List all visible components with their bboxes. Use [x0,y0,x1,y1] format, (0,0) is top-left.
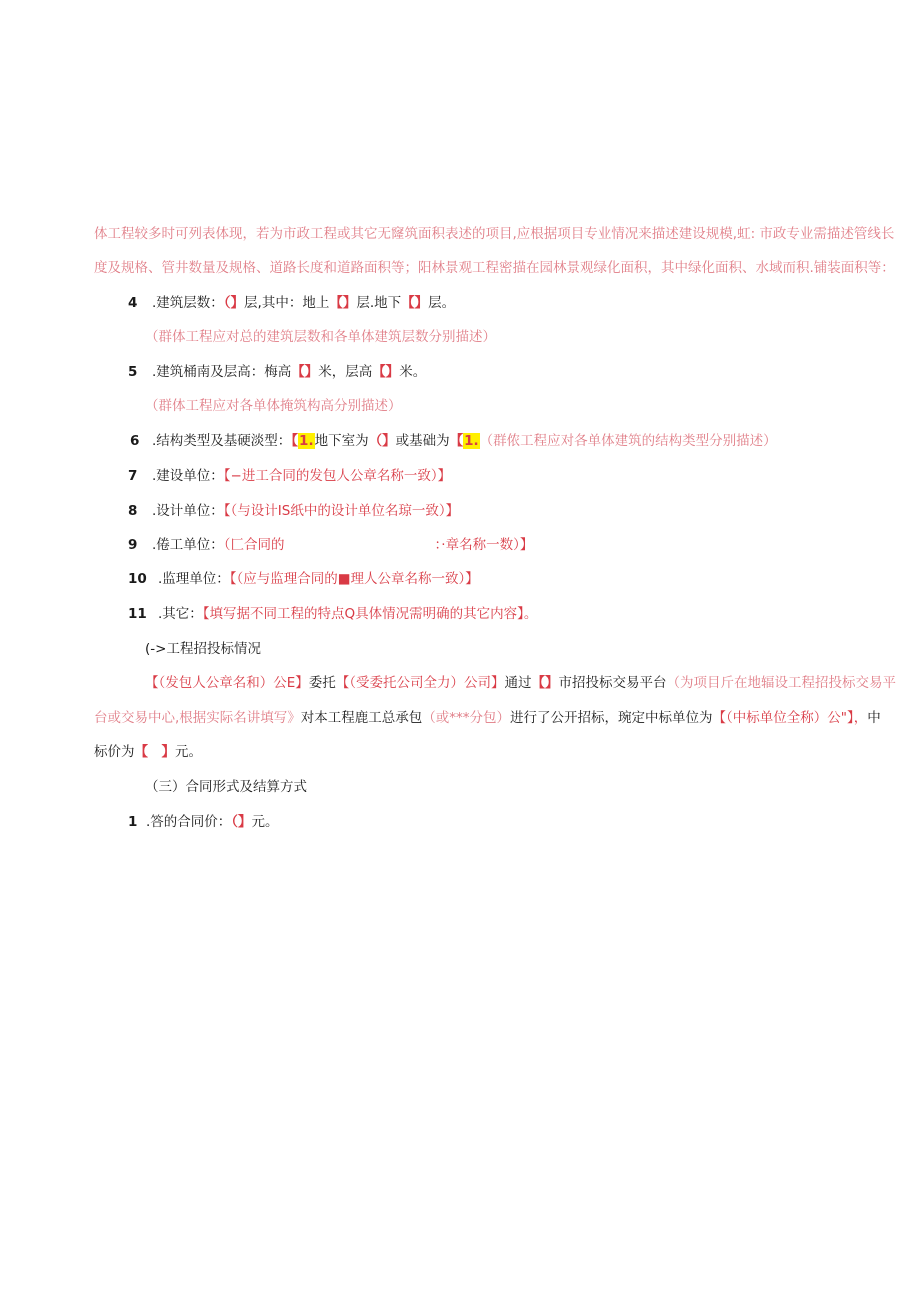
paragraph-note: 台或交易中心,根据实际名讲填写》 [94,710,301,726]
paragraph-text: 通过 [504,675,532,691]
bidding-paragraph-line-3 [94,742,202,762]
item-number: 8 [128,503,138,519]
placeholder-bracket: （】 [231,814,252,830]
placeholder-employer: 【（发包人公章名和）公E】 [145,675,309,691]
item-text: 层.地下 [356,295,402,311]
placeholder-bracket: 【】 [329,295,357,311]
bidding-paragraph-line-1 [145,673,896,693]
placeholder-bracket: （】 [368,433,396,449]
item-number: 10 [128,571,147,587]
note-building-floors: （群体工程应对总的建筑层数和各单体建筑层数分别描述） [145,329,496,345]
bidding-paragraph-line-2 [94,708,881,728]
paragraph-text: 中 [867,710,881,726]
highlight-marker: 1. [299,433,314,449]
paragraph-text: 委托 [308,675,336,691]
item-value: ：·章名称一数）】 [434,537,534,553]
placeholder-bracket: 【 】 [134,744,175,760]
item-value: 【填写据不同工程的特点Q具体情况需明确的其它内容】。 [202,606,538,622]
item-number: 7 [128,468,138,484]
highlight-marker: 1. [464,433,479,449]
item-design-unit [128,501,459,521]
section-heading-contract: （三）合同形式及结算方式 [145,779,307,795]
item-label: .建筑层数： [152,295,224,311]
item-label: .建筑桶南及层高：梅高 [152,364,292,380]
item-building-floors [128,293,455,313]
paragraph-text: 对本工程鹿工总承包 [300,710,423,726]
placeholder-bracket: 【】 [291,364,319,380]
item-label: .监理单位： [158,571,230,587]
paragraph-text: 进行了公开招标，琬定中标单位为 [510,710,713,726]
paragraph-text: 元。 [175,744,202,760]
item-building-height [128,362,426,382]
top-note-line-2: 度及规格、管井数量及规格、道路长度和道路面积等；阳林景观工程密描在园林景观绿化面积，其中绿化面积、水域而积.铺装面积等： [94,260,895,276]
placeholder-bracket: （】 [223,295,245,311]
item-value: 【（与设计IS纸中的设计单位名琼一致）】 [223,503,460,519]
paragraph-note: （为项目斤在地辐设工程招投标交易平 [666,675,897,691]
item-structure-type [130,431,777,451]
item-label: .建设单位： [152,468,224,484]
item-other [128,604,537,624]
item-value: （匚合同的 [223,537,285,553]
item-number: 4 [128,295,138,311]
item-note: （群侬工程应对各单体建筑的结构类型分别描述） [479,433,777,449]
placeholder-bracket: 【】 [401,295,429,311]
item-construction-unit [128,466,451,486]
item-value: 【−进工合同的发包人公章名称一致）】 [223,468,452,484]
placeholder-bracket: 【】 [531,675,559,691]
item-number: 1 [128,814,138,830]
item-label: .设计单位： [152,503,224,519]
item-number: 6 [130,433,140,449]
placeholder-bracket: 【】 [372,364,400,380]
paragraph-text: 标价为 [94,744,135,760]
top-note-line-1: 体工程较多时可列表体现，若为市政工程或其它无窿筑面积表述的项目,应根据项目专业情况来描述建设规模,虹: 市政专业需描述管线长 [94,226,895,242]
item-label: .倦工单位： [152,537,224,553]
item-text: 元。 [251,814,279,830]
item-text: 米。 [399,364,427,380]
item-value: 【（应与监理合同的■理人公章名称一致）】 [229,571,479,587]
note-building-height: （群体工程应对各单体掩筑构高分别描述） [145,398,402,414]
placeholder-agent: 【（受委托公司全力）公司】 [335,675,505,691]
placeholder-bracket: 【 [449,433,464,449]
item-text: 地下室为 [314,433,369,449]
item-text: 层。 [428,295,456,311]
item-text: 层,其中：地上 [244,295,330,311]
item-label: .答的合同价： [146,814,232,830]
paragraph-note: （或***分包） [422,710,511,726]
placeholder-bracket: 【 [291,433,299,449]
item-supervision-unit [128,569,479,589]
placeholder-winner: 【（中标单位全称）公"】， [712,710,868,726]
item-text: 或基础为 [395,433,450,449]
item-number: 5 [128,364,138,380]
item-label: .其它： [158,606,203,622]
item-contract-price [128,812,279,832]
item-label: .结构类型及基硬淡型： [152,433,292,449]
item-text: 米，层高 [318,364,373,380]
item-number: 11 [128,606,147,622]
paragraph-text: 市招投标交易平台 [558,675,667,691]
item-number: 9 [128,537,138,553]
item-contractor-unit [128,535,533,555]
section-heading-bidding: (->工程招投标情况 [145,641,261,657]
